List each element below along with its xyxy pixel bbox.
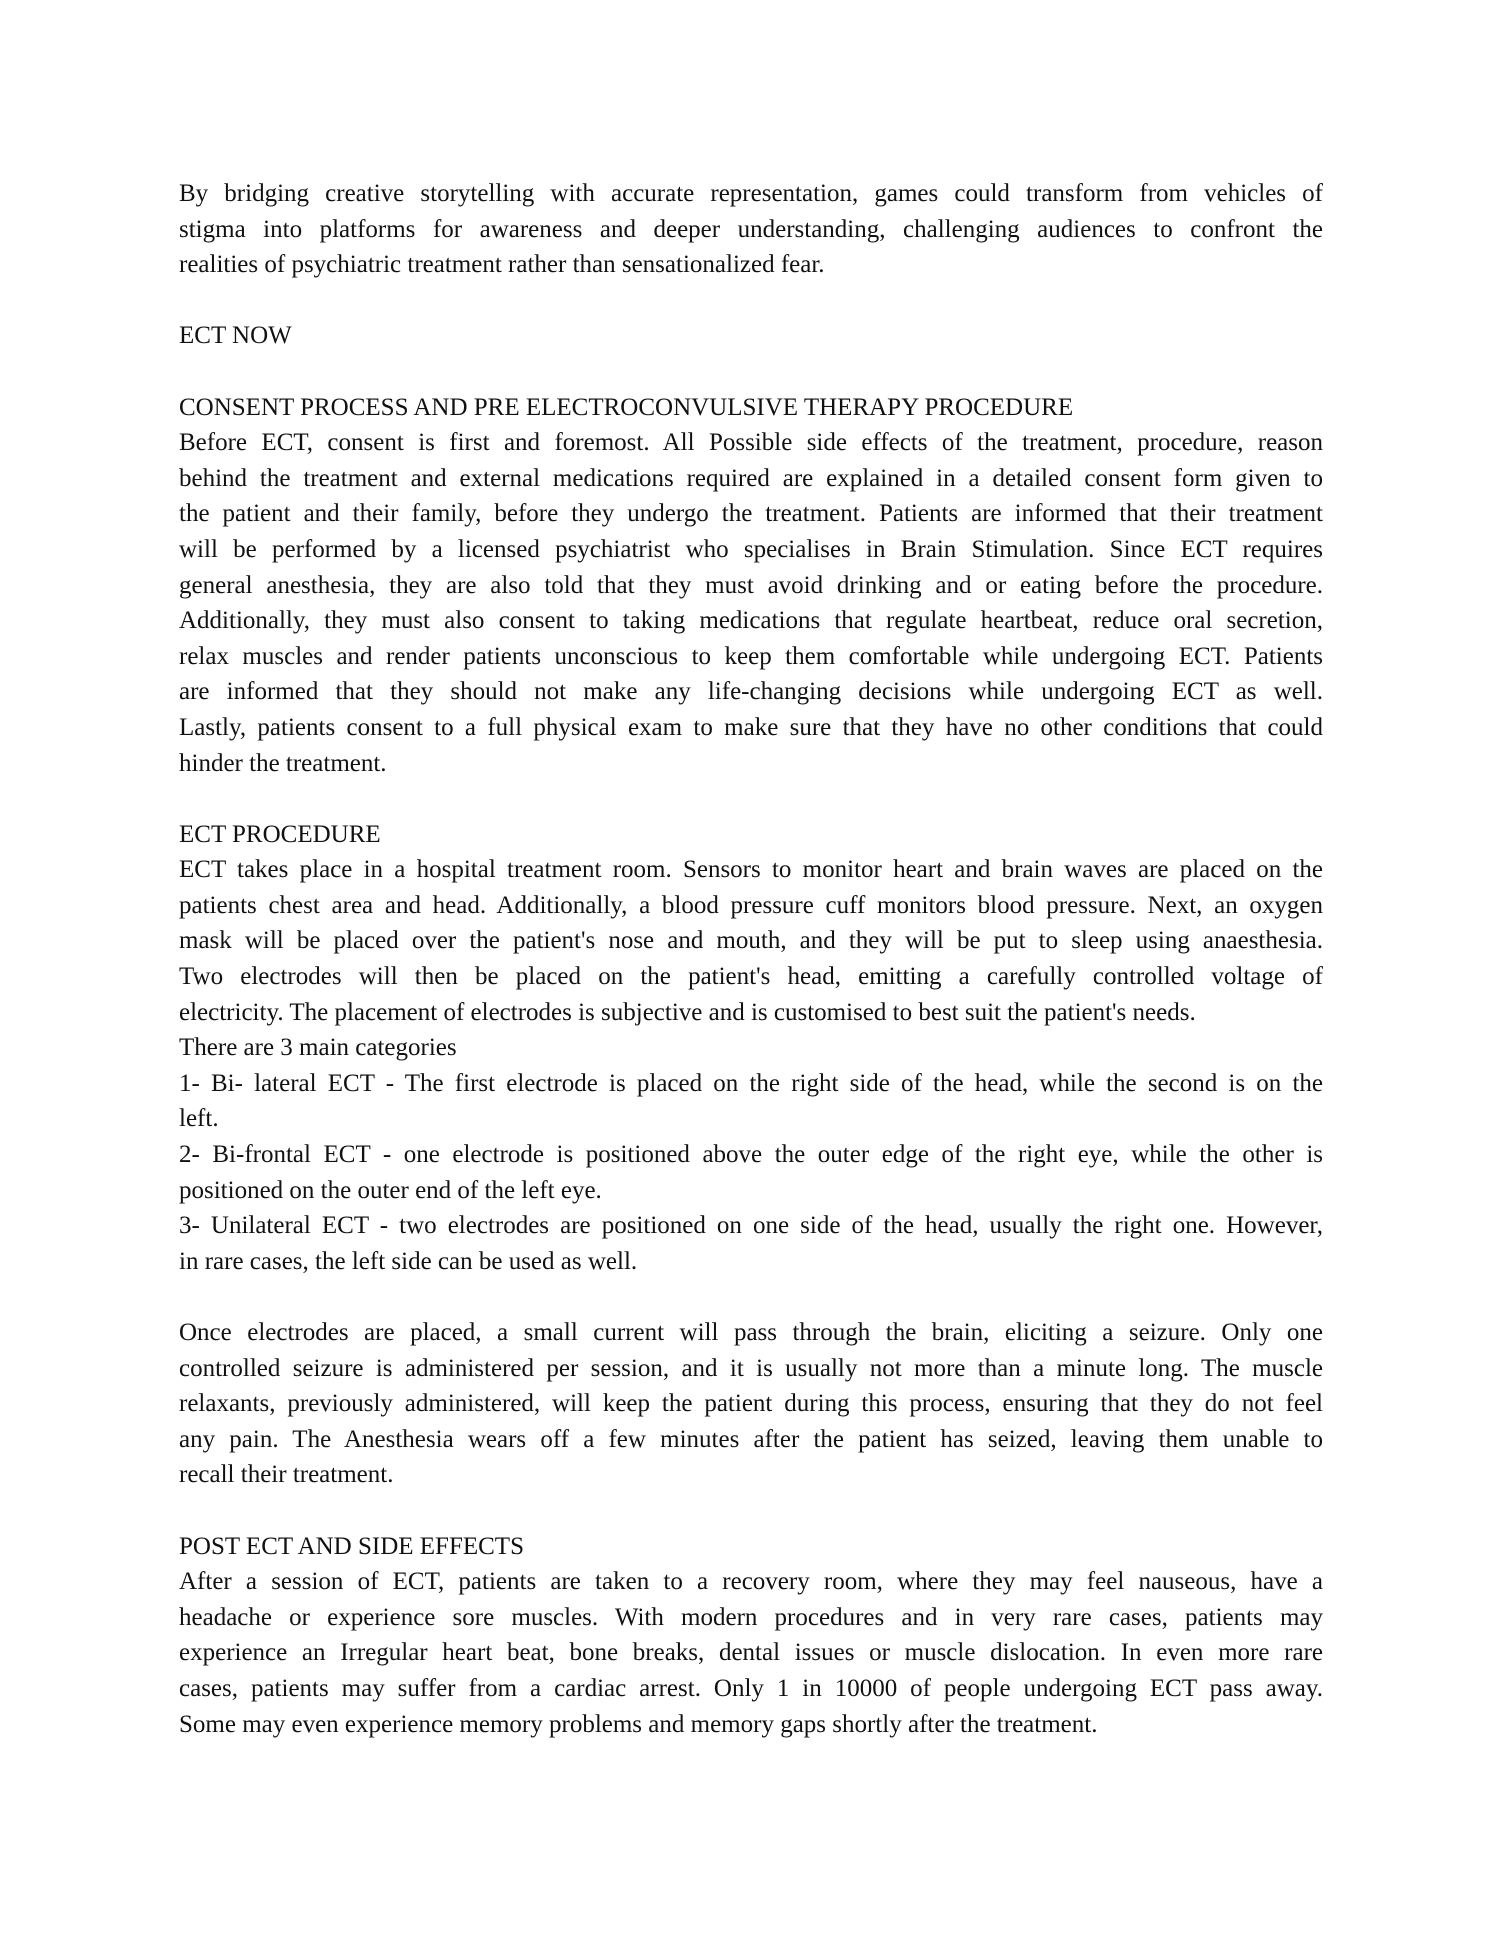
spacer xyxy=(179,1493,1323,1529)
document-page xyxy=(179,176,1323,1742)
section-heading-procedure: ECT PROCEDURE xyxy=(179,820,381,848)
spacer xyxy=(179,1279,1323,1315)
text-line: hinder the treatment. xyxy=(179,749,387,777)
text-line: will be performed by a licensed psychiatrist who specialises in Brain Stimulation. Since ECT requires xyxy=(179,535,1323,563)
intro-paragraph xyxy=(179,176,1323,283)
section-heading-consent: CONSENT PROCESS AND PRE ELECTROCONVULSIVE THERAPY PROCEDURE xyxy=(179,393,1074,421)
spacer xyxy=(179,781,1323,817)
post-ect-paragraph xyxy=(179,1564,1323,1742)
text-line: experience an Irregular heart beat, bone breaks, dental issues or muscle dislocation. In even more rare xyxy=(179,1639,1323,1667)
text-line: headache or experience sore muscles. With modern procedures and in very rare cases, patients may xyxy=(179,1603,1323,1631)
text-line: 2- Bi-frontal ECT - one electrode is positioned above the outer edge of the right eye, while the other is xyxy=(179,1141,1323,1169)
text-line: Some may even experience memory problems and memory gaps shortly after the treatment. xyxy=(179,1710,1098,1738)
spacer xyxy=(179,283,1323,319)
category-list xyxy=(179,1066,1323,1280)
text-line: left. xyxy=(179,1105,219,1133)
text-line: the patient and their family, before they undergo the treatment. Patients are informed that their treatment xyxy=(179,500,1323,528)
text-line: 1- Bi- lateral ECT - The first electrode is placed on the right side of the head, while the second is on the xyxy=(179,1069,1323,1097)
text-line: realities of psychiatric treatment rather than sensationalized fear. xyxy=(179,251,825,279)
section-heading-post-ect: POST ECT AND SIDE EFFECTS xyxy=(179,1532,524,1560)
category-item-bifrontal xyxy=(179,1137,1323,1208)
text-line: patients chest area and head. Additionally, a blood pressure cuff monitors blood pressure. Next, an oxygen xyxy=(179,891,1323,919)
category-item-bilateral xyxy=(179,1066,1323,1137)
text-line: relax muscles and render patients unconscious to keep them comfortable while undergoing ECT. Patients xyxy=(179,642,1323,670)
text-line: electricity. The placement of electrodes is subjective and is customised to best suit the patient's needs. xyxy=(179,998,1196,1026)
text-line: Additionally, they must also consent to taking medications that regulate heartbeat, reduce oral secretion, xyxy=(179,607,1323,635)
text-line: stigma into platforms for awareness and deeper understanding, challenging audiences to confront the xyxy=(179,215,1323,243)
text-line: Lastly, patients consent to a full physical exam to make sure that they have no other conditions that could xyxy=(179,713,1323,741)
seizure-paragraph xyxy=(179,1315,1323,1493)
spacer xyxy=(179,354,1323,390)
text-line: are informed that they should not make any life-changing decisions while undergoing ECT as well. xyxy=(179,678,1323,706)
text-line: Two electrodes will then be placed on the patient's head, emitting a carefully controlled voltage of xyxy=(179,963,1323,991)
text-line: Once electrodes are placed, a small current will pass through the brain, eliciting a seizure. Only one xyxy=(179,1319,1323,1346)
category-item-unilateral xyxy=(179,1208,1323,1279)
text-line: recall their treatment. xyxy=(179,1461,394,1489)
text-line: Before ECT, consent is first and foremost. All Possible side effects of the treatment, procedure, reason xyxy=(179,429,1323,457)
section-heading-ect-now: ECT NOW xyxy=(179,322,292,350)
text-line: ECT takes place in a hospital treatment room. Sensors to monitor heart and brain waves are placed on the xyxy=(179,856,1323,884)
text-line: mask will be placed over the patient's nose and mouth, and they will be put to sleep using anaesthesia. xyxy=(179,927,1323,955)
categories-intro: There are 3 main categories xyxy=(179,1034,457,1062)
text-line: cases, patients may suffer from a cardiac arrest. Only 1 in 10000 of people undergoing ECT pass away. xyxy=(179,1674,1323,1702)
text-line: controlled seizure is administered per session, and it is usually not more than a minute long. The muscle xyxy=(179,1354,1323,1382)
text-line: relaxants, previously administered, will keep the patient during this process, ensuring that they do not feel xyxy=(179,1390,1323,1418)
text-line: positioned on the outer end of the left eye. xyxy=(179,1176,602,1204)
text-line: general anesthesia, they are also told that they must avoid drinking and or eating before the procedure. xyxy=(179,571,1323,599)
text-line: any pain. The Anesthesia wears off a few minutes after the patient has seized, leaving them unable to xyxy=(179,1425,1323,1453)
consent-paragraph xyxy=(179,425,1323,781)
text-line: By bridging creative storytelling with accurate representation, games could transform from vehicles of xyxy=(179,180,1323,207)
text-line: in rare cases, the left side can be used as well. xyxy=(179,1247,638,1275)
procedure-paragraph xyxy=(179,852,1323,1066)
text-line: 3- Unilateral ECT - two electrodes are positioned on one side of the head, usually the right one. However, xyxy=(179,1212,1323,1240)
text-line: After a session of ECT, patients are taken to a recovery room, where they may feel nauseous, have a xyxy=(179,1568,1323,1596)
text-line: behind the treatment and external medications required are explained in a detailed consent form given to xyxy=(179,464,1323,492)
